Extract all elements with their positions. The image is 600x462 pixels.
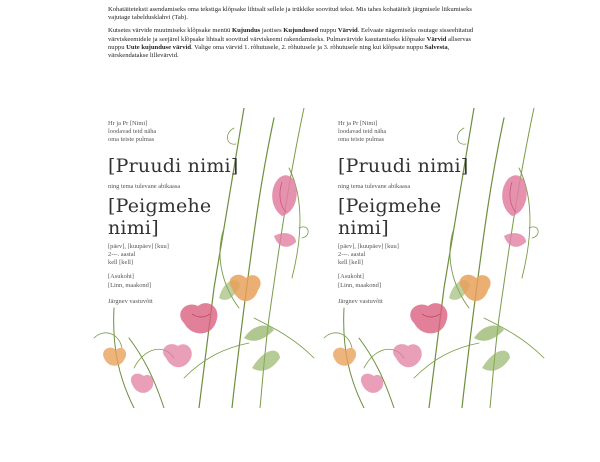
hosts-line-2: loodavad teid näha [108, 128, 157, 136]
reception-line: Järgnev vastuvõtt [108, 297, 153, 305]
instructions-paragraph-2: Kutsetes värvide muutmiseks klõpsake menüü Kujundus jaotises Kujundused nuppu Värvid. Eelvaate nägemiseks osutage sisseehitatud värviskeemidele ja seejärel klõpsake lihtsalt soovitud värviskeemi rakendamiseks. Pulmavärvide kasutamiseks klõpsake Värvid allservas nuppu Uute kujunduse värvid. Valige oma värvid 1. rõhutusele, 2. rõhutusele ja 3. rõhutusele ning kui klõpsate nuppu Salvesta, värskendatakse lillevärvid. [108, 27, 474, 60]
connector-text: ning tema tulevane abikaasa [338, 182, 411, 190]
year-line: 2---. aastal [108, 251, 136, 259]
instructions-paragraph-1: Kohatäiteteksti asendamiseks oma tekstiga klõpsake lihtsalt sellele ja trükkike soovitud tekst. Mis tahes kohatäitelt järgmisele liikumiseks vajutage tabeldusklahvi (Tab). [108, 6, 472, 22]
instructions-text [108, 6, 480, 65]
hosts-line-2: loodavad teid näha [338, 128, 387, 136]
hosts-line-3: oma teiste pulmas [108, 136, 155, 144]
invitation-content [338, 120, 488, 306]
city-line: [Linn, maakond] [108, 281, 151, 289]
hosts-line-1: Hr ja Pr [Nimi] [108, 120, 148, 127]
time-line: kell [kell] [108, 259, 134, 267]
hosts-line-3: oma teiste pulmas [338, 136, 385, 144]
venue-line: [Asukoht] [338, 273, 364, 281]
bride-name: [Pruudi nimi] [338, 154, 469, 177]
invitation-card-left [104, 112, 316, 408]
invitation-content [108, 120, 258, 306]
year-line: 2---. aastal [338, 251, 366, 259]
date-line: [päev], [kuupäev] [kuu] [108, 242, 169, 250]
invitation-card-right [334, 112, 546, 408]
groom-name: [Peigmehe nimi] [338, 194, 442, 239]
city-line: [Linn, maakond] [338, 281, 381, 289]
venue-line: [Asukoht] [108, 273, 134, 281]
hosts-line-1: Hr ja Pr [Nimi] [338, 120, 378, 127]
connector-text: ning tema tulevane abikaasa [108, 182, 181, 190]
groom-name: [Peigmehe nimi] [108, 194, 212, 239]
reception-line: Järgnev vastuvõtt [338, 297, 383, 305]
time-line: kell [kell] [338, 259, 364, 267]
bride-name: [Pruudi nimi] [108, 154, 239, 177]
date-line: [päev], [kuupäev] [kuu] [338, 242, 399, 250]
